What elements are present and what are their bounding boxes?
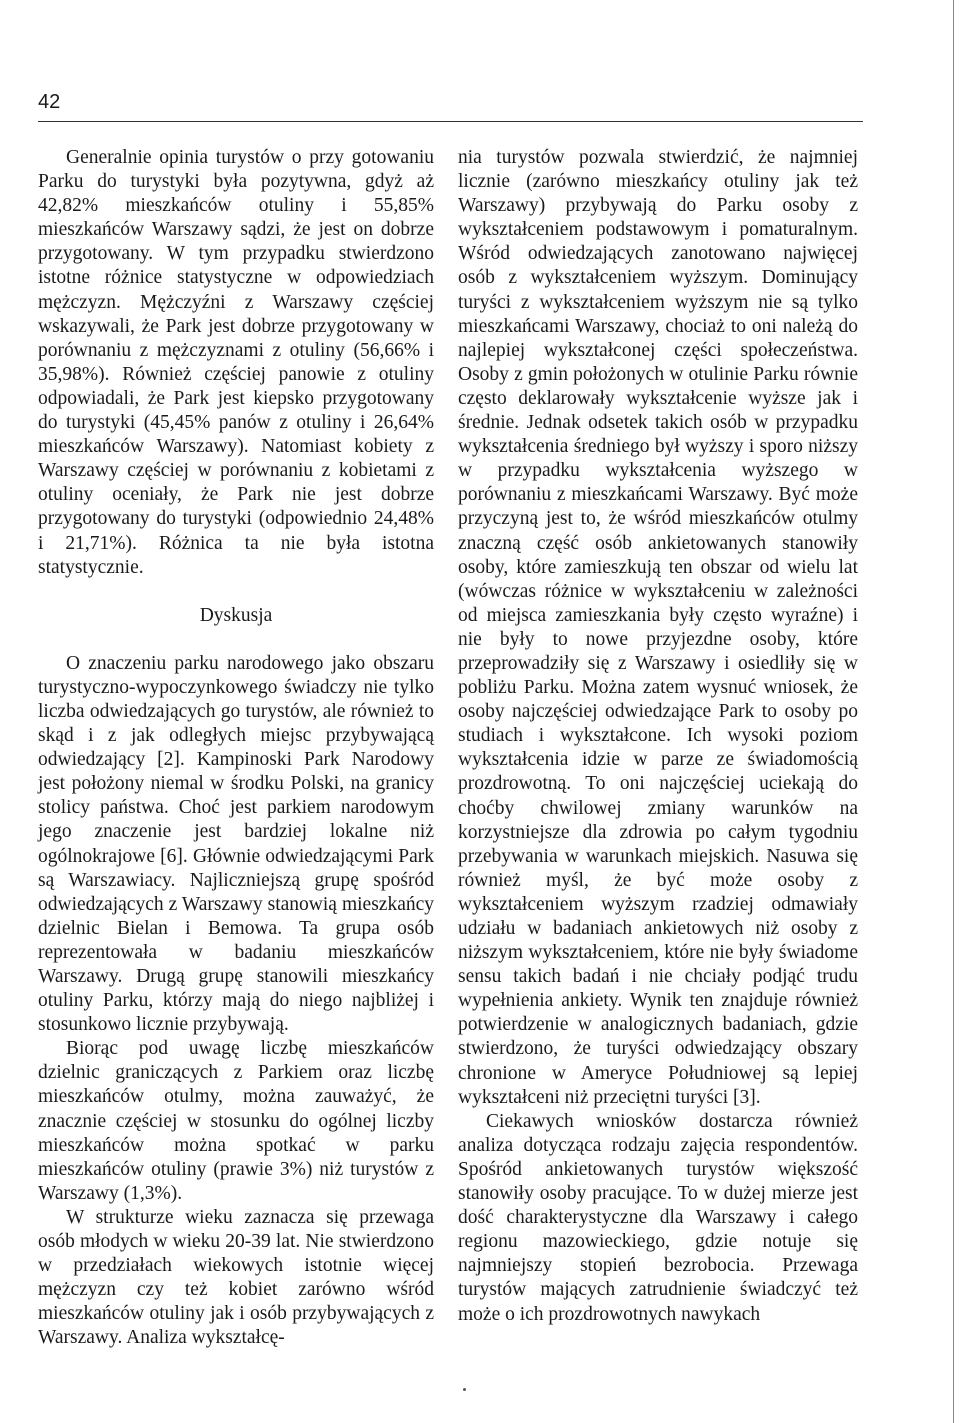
- scan-speck: [463, 1388, 466, 1391]
- left-paragraph-2: O znaczeniu parku narodowego jako obszaru turystyczno-wypoczynkowego świadczy nie tylko liczba odwiedzających go turystów, ale również to skąd i z jak odległych miejsc przybywającą odwiedzający [2]. Kampinoski Park Narodowy jest położony niemal w środku Polski, na granicy stolicy państwa. Choć jest parkiem narodowym jego znaczenie jest bardziej lokalne niż ogólnokrajowe [6]. Głównie odwiedzającymi Park są Warszawiacy. Najliczniejszą grupę spośród odwiedzających z Warszawy stanowią mieszkańcy dzielnic Bielan i Bemowa. Ta grupa osób reprezentowała w badaniu mieszkańców Warszawy. Drugą grupę stanowili mieszkańcy otuliny Parku, którzy mają do niego najbliżej i stosunkowo licznie przybywają.: [38, 652, 434, 1036]
- left-paragraph-3: Biorąc pod uwagę liczbę mieszkańców dzielnic graniczących z Parkiem oraz liczbę mieszkańców otulmy, można zauważyć, że znacznie częściej w stosunku do ogólnej liczby mieszkańców można spotkać w parku mieszkańców otuliny (prawie 3%) niż turystów z Warszawy (1,3%).: [38, 1038, 434, 1204]
- right-paragraph-1: nia turystów pozwala stwierdzić, że najmniej licznie (zarówno mieszkańcy otuliny jak też Warszawy) przybywają do Parku osoby z wykształceniem podstawowym i pomaturalnym. Wśród odwiedzających zanotowano najwięcej osób z wykształceniem wyższym. Dominujący turyści z wykształceniem wyższym nie są tylko mieszkańcami Warszawy, chociaż to oni należą do najlepiej wykształconej części społeczeństwa. Osoby z gmin położonych w otulinie Parku równie często deklarowały wykształcenie wyższe jak i średnie. Jednak odsetek takich osób w przypadku wykształcenia średniego był wyższy i sporo niższy w przypadku wykształcenia wyższego w porównaniu z mieszkańcami Warszawy. Być może przyczyną jest to, że wśród mieszkańców otulmy znaczną część osób ankietowanych stanowiły osoby, które zamieszkują ten obszar od wielu lat (wówczas różnice w wykształceniu w zależności od miejsca zamieszkania były często wyraźne) i nie były to nowe przyjezdne osoby, które przeprowadziły się z Warszawy i osiedliły się w pobliżu Parku. Można zatem wysnuć wniosek, że osoby najczęściej odwiedzające Park to osoby po studiach i wykształcone. Ich wysoki poziom wykształcenia idzie w parze ze świadomością prozdrowotną. To oni najczęściej uciekają do choćby chwilowej zmiany warunków na korzystniejsze dla zdrowia po całym tygodniu przebywania w warunkach miejskich. Nasuwa się również myśl, że być może osoby z wykształceniem wyższym rzadziej odmawiały udziału w badaniach ankietowych niż osoby z niższym wykształceniem, które nie były świadome sensu takich badań i nie chciały podjąć trudu wypełnienia ankiety. Wynik ten znajduje również potwierdzenie w analogicznych badaniach, gdzie stwierdzono, że turyści odwiedzający obszary chronione w Ameryce Południowej są lepiej wykształceni niż przeciętni turyści [3].: [458, 147, 858, 1108]
- header-rule: [38, 121, 863, 122]
- page-number: 42: [38, 91, 61, 113]
- scan-edge-line: [953, 0, 954, 1423]
- right-column: [458, 146, 858, 1327]
- left-paragraph-4: W strukturze wieku zaznacza się przewaga osób młodych w wieku 20-39 lat. Nie stwierdzono w przedziałach wiekowych istotnie więcej mężczyzn czy też kobiet zarówno wśród mieszkańców otuliny jak i osób przybywających z Warszawy. Analiza wykształcę-: [38, 1206, 434, 1349]
- left-paragraph-1: Generalnie opinia turystów o przy gotowaniu Parku do turystyki była pozytywna, gdyż aż 42,82% mieszkańców otuliny i 55,85% mieszkańców Warszawy sądzi, że jest on dobrze przygotowany. W tym przypadku stwierdzono istotne różnice statystyczne w odpowiedziach mężczyzn. Mężczyźni z Warszawy częściej wskazywali, że Park jest dobrze przygotowany w porównaniu z mężczyznami z otuliny (56,66% i 35,98%). Również częściej panowie z otuliny odpowiadali, że Park jest kiepsko przygotowany do turystyki (45,45% panów z otuliny i 26,64% mieszkańców Warszawy). Natomiast kobiety z Warszawy częściej w porównaniu z kobietami z otuliny oceniały, że Park nie jest dobrze przygotowany do turystyki (odpowiednio 24,48% i 21,71%). Różnica ta nie była istotna statystycznie.: [38, 147, 434, 578]
- left-column: [38, 146, 434, 1351]
- section-heading-dyskusja: Dyskusja: [199, 604, 273, 626]
- right-paragraph-2: Ciekawych wniosków dostarcza również analiza dotycząca rodzaju zajęcia respondentów. Spośród ankietowanych turystów większość stanowiły osoby pracujące. To w dużej mierze jest dość charakterystyczne dla Warszawy i całego regionu mazowieckiego, gdzie notuje się najmniejszy stopień bezrobocia. Przewaga turystów mających zatrudnienie świadczyć też może o ich prozdrowotnych nawykach: [458, 1110, 858, 1325]
